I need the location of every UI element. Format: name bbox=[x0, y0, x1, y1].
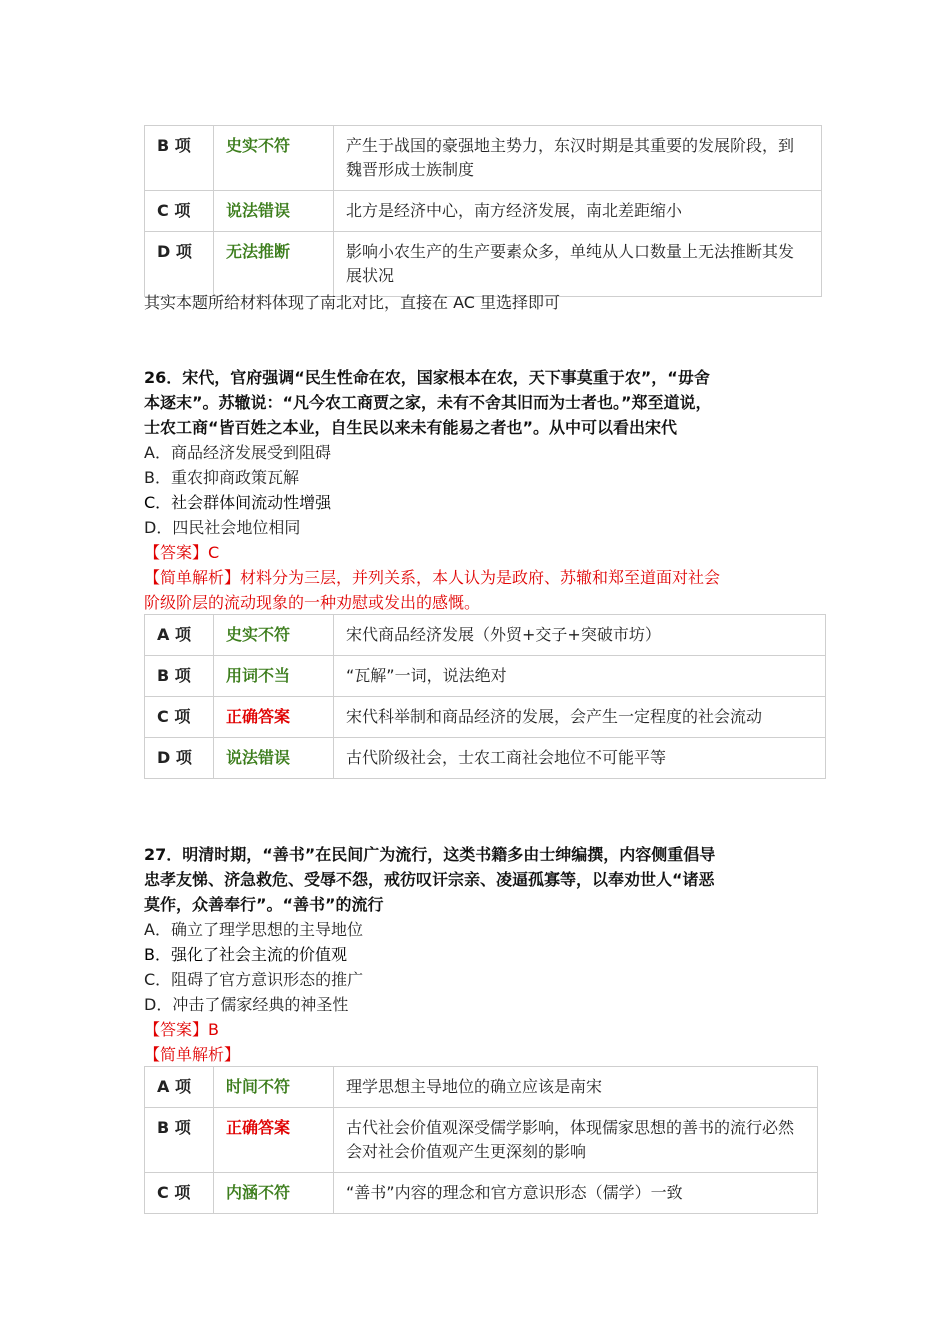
option-label: D 项 bbox=[145, 738, 214, 779]
question-26-analysis-line: 【简单解析】材料分为三层，并列关系，本人认为是政府、苏辙和郑至道面对社会 bbox=[144, 568, 721, 587]
option-explanation: 北方是经济中心，南方经济发展，南北差距缩小 bbox=[334, 191, 822, 232]
table-row bbox=[145, 738, 826, 779]
option-label: C 项 bbox=[145, 697, 214, 738]
option-label: C 项 bbox=[145, 191, 214, 232]
question-26-option-d: D．四民社会地位相同 bbox=[144, 518, 301, 537]
option-tag: 正确答案 bbox=[214, 1108, 334, 1173]
option-explanation: 宋代商品经济发展（外贸+交子+突破市坊） bbox=[334, 615, 826, 656]
question-26-option-c: C．社会群体间流动性增强 bbox=[144, 493, 332, 512]
option-explanation: 古代阶级社会，士农工商社会地位不可能平等 bbox=[334, 738, 826, 779]
option-tag: 内涵不符 bbox=[214, 1173, 334, 1214]
question-27-answer: 【答案】B bbox=[144, 1020, 219, 1039]
table-q27 bbox=[144, 1066, 818, 1214]
question-26-stem-line: 士农工商“皆百姓之本业，自生民以来未有能易之者也”。从中可以看出宋代 bbox=[144, 418, 678, 437]
table-q26 bbox=[144, 614, 826, 779]
option-label: B 项 bbox=[145, 1108, 214, 1173]
question-26-stem-line: 26．宋代，官府强调“民生性命在农，国家根本在农，天下事莫重于农”，“毋舍 bbox=[144, 368, 710, 387]
question-27-option-d: D．冲击了儒家经典的神圣性 bbox=[144, 995, 349, 1014]
option-explanation: 古代社会价值观深受儒学影响，体现儒家思想的善书的流行必然会对社会价值观产生更深刻的影响 bbox=[334, 1108, 818, 1173]
question-27-stem-line: 忠孝友悌、济急救危、受辱不怨，戒彷叹讦宗亲、凌逼孤寡等，以奉劝世人“诸恶 bbox=[144, 870, 715, 889]
table-row bbox=[145, 656, 826, 697]
option-explanation: “瓦解”一词，说法绝对 bbox=[334, 656, 826, 697]
option-label: A 项 bbox=[145, 1067, 214, 1108]
question-26-answer: 【答案】C bbox=[144, 543, 220, 562]
option-label: C 项 bbox=[145, 1173, 214, 1214]
question-27-option-a: A．确立了理学思想的主导地位 bbox=[144, 920, 363, 939]
option-label: D 项 bbox=[145, 232, 214, 297]
option-tag: 史实不符 bbox=[214, 126, 334, 191]
question-26-option-a: A．商品经济发展受到阻碍 bbox=[144, 443, 331, 462]
table-row bbox=[145, 1173, 818, 1214]
table-row bbox=[145, 615, 826, 656]
table-row bbox=[145, 232, 822, 297]
table-row bbox=[145, 191, 822, 232]
option-tag: 说法错误 bbox=[214, 191, 334, 232]
option-tag: 说法错误 bbox=[214, 738, 334, 779]
question-27-stem-line: 27．明清时期，“善书”在民间广为流行，这类书籍多由士绅编撰，内容侧重倡导 bbox=[144, 845, 716, 864]
option-tag: 史实不符 bbox=[214, 615, 334, 656]
note-q25: 其实本题所给材料体现了南北对比，直接在 AC 里选择即可 bbox=[144, 293, 561, 312]
option-tag: 用词不当 bbox=[214, 656, 334, 697]
question-26-analysis-line: 阶级阶层的流动现象的一种劝慰或发出的感慨。 bbox=[144, 593, 481, 612]
table-row bbox=[145, 1108, 818, 1173]
option-tag: 无法推断 bbox=[214, 232, 334, 297]
option-explanation: 影响小农生产的生产要素众多，单纯从人口数量上无法推断其发展状况 bbox=[334, 232, 822, 297]
question-27-option-b: B．强化了社会主流的价值观 bbox=[144, 945, 347, 964]
option-tag: 时间不符 bbox=[214, 1067, 334, 1108]
question-26-option-b: B．重农抑商政策瓦解 bbox=[144, 468, 299, 487]
option-explanation: 宋代科举制和商品经济的发展，会产生一定程度的社会流动 bbox=[334, 697, 826, 738]
question-27-stem-line: 莫作，众善奉行”。“善书”的流行 bbox=[144, 895, 384, 914]
option-label: B 项 bbox=[145, 126, 214, 191]
option-explanation: “善书”内容的理念和官方意识形态（儒学）一致 bbox=[334, 1173, 818, 1214]
option-label: B 项 bbox=[145, 656, 214, 697]
question-27-analysis-line: 【简单解析】 bbox=[144, 1045, 241, 1064]
table-row bbox=[145, 697, 826, 738]
question-26-stem-line: 本逐末”。苏辙说：“凡今农工商贾之家，未有不舍其旧而为士者也。”郑至道说， bbox=[144, 393, 712, 412]
table-row bbox=[145, 1067, 818, 1108]
table-q25 bbox=[144, 125, 822, 297]
question-27-option-c: C．阻碍了官方意识形态的推广 bbox=[144, 970, 364, 989]
option-explanation: 理学思想主导地位的确立应该是南宋 bbox=[334, 1067, 818, 1108]
option-label: A 项 bbox=[145, 615, 214, 656]
option-explanation: 产生于战国的豪强地主势力，东汉时期是其重要的发展阶段，到魏晋形成士族制度 bbox=[334, 126, 822, 191]
table-row bbox=[145, 126, 822, 191]
option-tag: 正确答案 bbox=[214, 697, 334, 738]
